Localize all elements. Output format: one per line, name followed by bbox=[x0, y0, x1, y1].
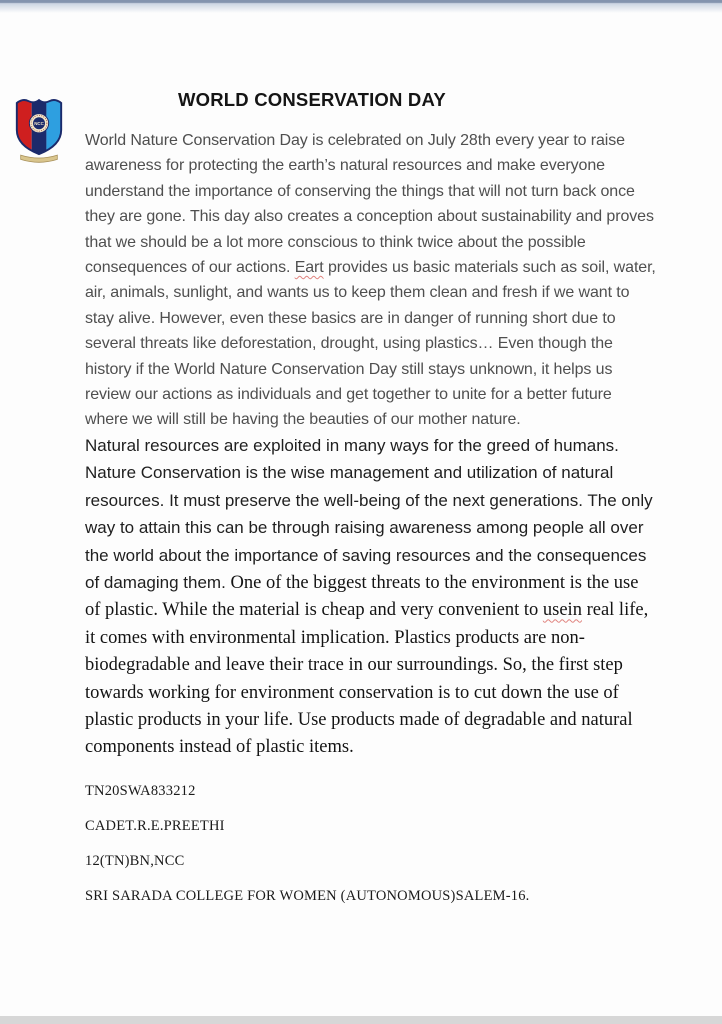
signature-block bbox=[85, 782, 529, 922]
paragraph-1-text: World Nature Conservation Day is celebrated on July 28th every year to raise awareness for protecting the earth’s natural resources and make everyone understand the importance of conserving the things that will not turn back once they are gone. This day also creates a conception about sustainability and proves that we should be a lot more conscious to think twice about the possible consequences of our actions. bbox=[85, 132, 654, 277]
top-edge-strip bbox=[0, 0, 722, 14]
paragraph-2-sans-text: Natural resources are exploited in many ways for the greed of humans. Nature Conservation is the wise management and utilization of natural resources. It must preserve the well-being of the next generations. The only way to attain this can be through raising awareness among people all over the world about the importance of saving resources and the consequences of damaging them. bbox=[85, 435, 653, 592]
document-body bbox=[85, 128, 657, 762]
ncc-badge-icon bbox=[12, 95, 66, 165]
paragraph-1 bbox=[85, 128, 657, 433]
paragraph-2-serif-text-continued: real life, it comes with environmental implication. Plastics products are non-biodegradable and leave their trace in our surroundings. So, the first step towards working for environment conservation is to cut down the use of plastic products in your life. Use products made of degradable and natural components instead of plastic items. bbox=[85, 600, 649, 758]
bottom-edge-strip bbox=[0, 1016, 722, 1024]
college-line: SRI SARADA COLLEGE FOR WOMEN (AUTONOMOUS)SALEM-16. bbox=[85, 888, 530, 904]
paragraph-1-text-continued: provides us basic materials such as soil, water, air, animals, sunlight, and wants us to keep them clean and fresh if we want to stay alive. However, even these basics are in danger of running short due to several threats like deforestation, drought, using plastics… Even though the history if the World Nature Conservation Day still stays unknown, it helps us review our actions as individuals and get together to unite for a better future where we will still be having the beauties of our mother nature. bbox=[85, 259, 656, 429]
cadet-name-line: CADET.R.E.PREETHI bbox=[85, 818, 225, 834]
misspelled-word-eart: Eart bbox=[294, 259, 324, 277]
badge-scroll bbox=[21, 155, 58, 162]
ncc-badge-logo bbox=[12, 95, 66, 165]
ncc-badge-text: NCC bbox=[34, 120, 44, 126]
cadet-id-line: TN20SWA833212 bbox=[85, 783, 196, 799]
battalion-line: 12(TN)BN,NCC bbox=[85, 853, 185, 869]
paragraph-2-serif-text: One of the biggest threats to the environment is the use of plastic. While the material is cheap and very convenient to bbox=[85, 572, 639, 621]
misspelled-word-usein: usein bbox=[542, 600, 582, 621]
page-title: WORLD CONSERVATION DAY bbox=[178, 89, 446, 110]
paragraph-2 bbox=[85, 433, 657, 762]
